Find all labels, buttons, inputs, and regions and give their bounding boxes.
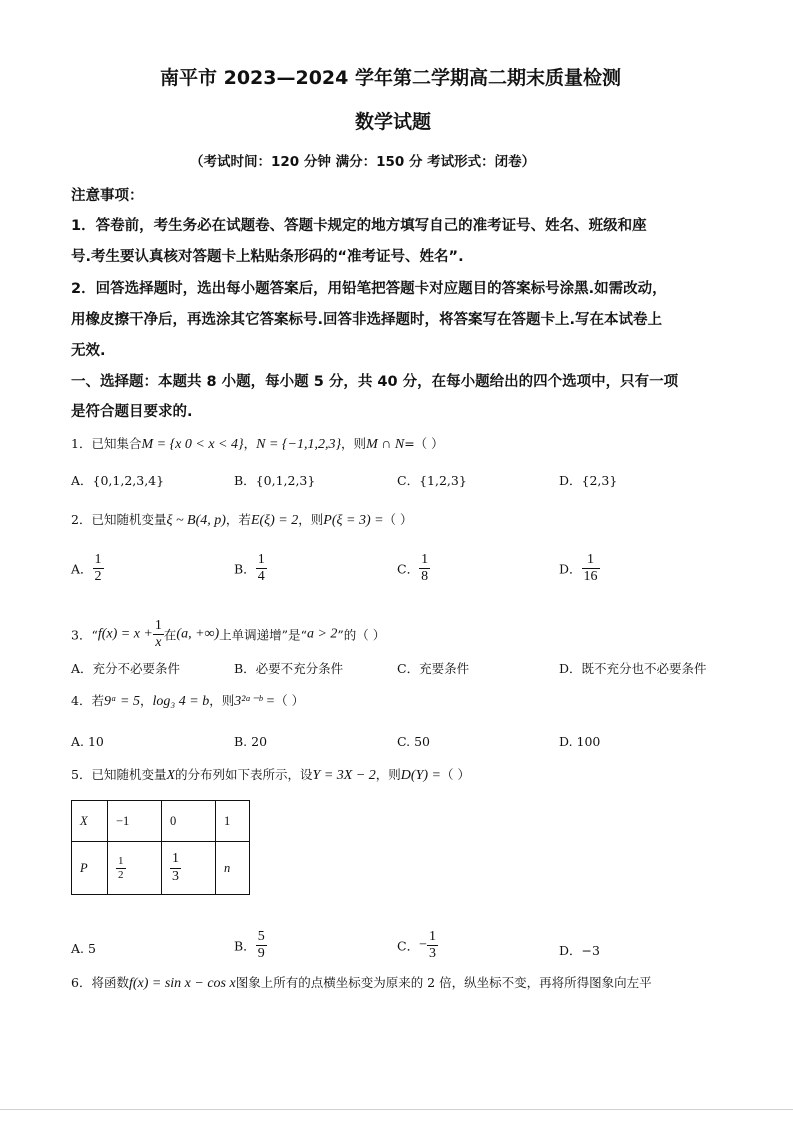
q5-c-num: 1: [427, 929, 438, 946]
q5-option-d: D．−3: [559, 943, 600, 958]
q5-def: Y = 3X − 2: [312, 768, 376, 783]
note-2-line-1: 2．回答选择题时，选出每小题答案后，用铅笔把答题卡对应题目的答案标号涂黑.如需改动，: [71, 281, 667, 297]
q3-mid2: 上单调递增”是“: [219, 627, 307, 643]
q2-cond: E(ξ) = 2: [250, 513, 299, 528]
table-row: [72, 842, 250, 895]
question-1: [71, 434, 444, 453]
table-cell: n: [216, 842, 250, 895]
q5-tail: （ ）: [440, 767, 470, 782]
q2-b-num: 1: [256, 552, 267, 569]
question-6: [71, 973, 652, 992]
exam-info: （考试时间：120 分钟 满分：150 分 考试形式：闭卷）: [190, 154, 536, 170]
q5-then: ，则: [375, 767, 401, 782]
q4-option-d: D. 100: [559, 734, 601, 749]
q2-c-fraction: [419, 552, 430, 585]
q2-expr: P(ξ = 3) =: [323, 513, 384, 528]
q2-c-label: C．: [397, 561, 420, 577]
question-3: [71, 618, 385, 651]
p2-fraction: [170, 851, 181, 884]
q1-tail: =（ ）: [404, 436, 444, 451]
q2-b-label: B．: [234, 561, 256, 577]
q5-b-label: B．: [234, 938, 256, 954]
q4-prefix: 4．若: [71, 693, 104, 708]
distribution-table: [71, 800, 250, 895]
q2-a-fraction: [93, 552, 104, 585]
q6-tail: 图象上所有的点横坐标变为原来的 2 倍，纵坐标不变，再将所得图象向左平: [235, 975, 652, 990]
q5-option-a: A. 5: [71, 941, 96, 956]
q3-mid: 在: [163, 627, 177, 643]
subject-title: 数学试题: [355, 111, 432, 133]
q4-option-c: C. 50: [397, 734, 430, 749]
q2-mid: ，若: [225, 512, 251, 527]
q1-expr: M ∩ N: [366, 437, 405, 452]
q1-option-b: B．{0,1,2,3}: [234, 473, 316, 488]
q1-prefix: 1．已知集合: [71, 436, 142, 451]
p2-num: 1: [170, 851, 181, 868]
q5-c-label: C．: [397, 938, 420, 954]
q2-d-num: 1: [582, 552, 600, 569]
q2-d-den: 16: [583, 569, 598, 585]
q2-c-den: 8: [421, 569, 429, 585]
q3-option-a: A．充分不必要条件: [71, 661, 181, 676]
q2-option-a: [71, 552, 104, 585]
q5-b-fraction: [256, 929, 267, 962]
note-1-line-1: 1．答卷前，考生务必在试题卷、答题卡规定的地方填写自己的准考证号、姓名、班级和座: [71, 218, 647, 234]
q3-option-d: D．既不充分也不必要条件: [559, 661, 707, 676]
q5-c-fraction: [427, 929, 438, 962]
q5-expr: D(Y) =: [400, 768, 441, 783]
notes-heading: 注意事项：: [71, 188, 144, 204]
q2-d-fraction: [582, 552, 600, 585]
q5-c-sign: −: [419, 937, 427, 953]
q2-d-label: D．: [559, 561, 582, 577]
q6-prefix: 6．将函数: [71, 975, 129, 990]
question-5: [71, 765, 470, 784]
q2-option-c: [397, 552, 430, 585]
q3-option-c: C．充要条件: [397, 661, 470, 676]
q2-option-d: [559, 552, 600, 585]
table-cell: −1: [108, 801, 162, 842]
note-2-line-2: 用橡皮擦干净后，再选涂其它答案标号.回答非选择题时，将答案写在答题卡上.写在本试卷上: [71, 312, 663, 328]
q3-tail: ”的（ ）: [337, 627, 386, 643]
q5-b-den: 9: [257, 946, 265, 962]
note-2-line-3: 无效.: [71, 343, 106, 359]
note-1-line-2: 号.考生要认真核对答题卡上粘贴条形码的“准考证号、姓名”.: [71, 249, 464, 265]
question-4: [71, 691, 304, 710]
table-cell: X: [72, 801, 108, 842]
table-cell: [162, 842, 216, 895]
section-1-line-1: 一、选择题：本题共 8 小题，每小题 5 分，共 40 分，在每小题给出的四个选项中，只有一项: [71, 374, 679, 390]
q1-comma: ，: [243, 436, 257, 451]
q2-tail: （ ）: [383, 512, 413, 527]
q2-a-label: A．: [71, 561, 93, 577]
q4-expr: 3²ᵃ⁻ᵇ =: [234, 694, 276, 709]
q1-then: ，则: [341, 436, 367, 451]
q2-option-b: [234, 552, 267, 585]
table-cell: 0: [162, 801, 216, 842]
q4-tail: （ ）: [275, 693, 305, 708]
q3-fraction: [153, 618, 164, 651]
q3-interval: (a, +∞): [176, 626, 220, 642]
q2-b-den: 4: [257, 569, 265, 585]
q3-option-b: B．必要不充分条件: [234, 661, 344, 676]
q2-prefix: 2．已知随机变量: [71, 512, 167, 527]
q2-a-den: 2: [94, 569, 102, 585]
q5-c-den: 3: [428, 946, 436, 962]
q1-set-m: M = {x 0 < x < 4}: [141, 437, 244, 452]
p1-fraction: [116, 855, 126, 881]
q3-prefix: 3．“: [71, 627, 98, 643]
p2-den: 3: [172, 868, 179, 884]
q5-var: X: [166, 768, 176, 783]
q4-option-a: A. 10: [71, 734, 104, 749]
q4-option-b: B. 20: [234, 734, 268, 749]
q2-then: ，则: [298, 512, 324, 527]
exam-title: 南平市 2023—2024 学年第二学期高二期末质量检测: [160, 67, 621, 89]
q5-option-b: [234, 929, 267, 962]
q5-b-num: 5: [256, 929, 267, 946]
table-cell: P: [72, 842, 108, 895]
q2-c-num: 1: [419, 552, 430, 569]
question-2: [71, 510, 413, 529]
q5-mid: 的分布列如下表所示，设: [175, 767, 313, 782]
q2-b-fraction: [256, 552, 267, 585]
q3-cond: a > 2: [306, 626, 338, 642]
q1-option-a: A．{0,1,2,3,4}: [71, 473, 165, 488]
q1-set-n: N = {−1,1,2,3}: [256, 437, 342, 452]
q4-then: ，则: [209, 693, 235, 708]
page-bottom-divider: [0, 1109, 793, 1110]
table-row: [72, 801, 250, 842]
table-cell: [108, 842, 162, 895]
q4-eq1: 9ᵃ = 5: [103, 694, 140, 709]
q3-func: f(x) = x +: [97, 626, 153, 642]
section-1-line-2: 是符合题目要求的.: [71, 404, 193, 420]
q2-dist: ξ ~ B(4, p): [166, 513, 226, 528]
q3-num: 1: [153, 618, 164, 635]
q5-prefix: 5．已知随机变量: [71, 767, 167, 782]
q4-eq2: log₃ 4 = b: [152, 694, 210, 709]
p1-den: 2: [118, 868, 124, 881]
table-cell: 1: [216, 801, 250, 842]
q3-den: x: [155, 635, 162, 651]
q2-a-num: 1: [93, 552, 104, 569]
q5-option-c: [397, 929, 438, 962]
q1-option-d: D．{2,3}: [559, 473, 618, 488]
q4-comma: ，: [139, 693, 153, 708]
q1-option-c: C．{1,2,3}: [397, 473, 467, 488]
q6-func: f(x) = sin x − cos x: [128, 976, 236, 991]
p1-num: 1: [118, 854, 124, 867]
